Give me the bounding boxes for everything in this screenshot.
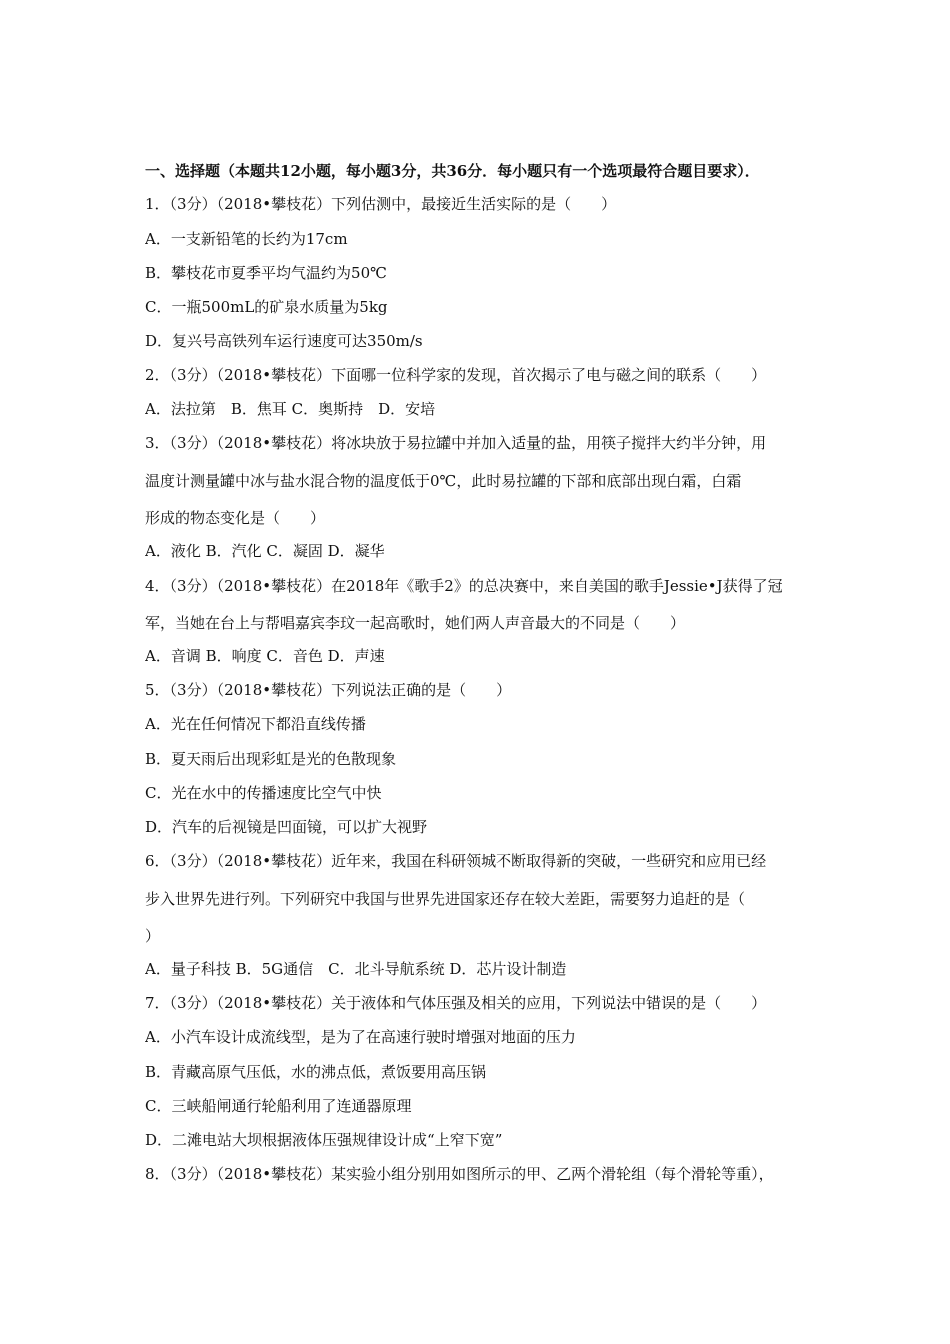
- question-3-stem-line-1: 3．（3分）（2018•攀枝花）将冰块放于易拉罐中并加入适量的盐，用筷子搅拌大约半分钟，用: [145, 434, 767, 452]
- section-heading: 一、选择题（本题共12小题，每小题3分，共36分．每小题只有一个选项最符合题目要求）．: [145, 162, 760, 180]
- question-4-options: A．音调 B．响度 C．音色 D．声速: [145, 647, 385, 665]
- question-6-options: A．量子科技 B．5G通信 C．北斗导航系统 D．芯片设计制造: [145, 960, 567, 978]
- question-4-stem-line-2: 军，当她在台上与帮唱嘉宾李玟一起高歌时，她们两人声音最大的不同是（ ）: [145, 614, 686, 632]
- question-7-option-c: C．三峡船闸通行轮船利用了连通器原理: [145, 1097, 412, 1115]
- question-1-option-a: A．一支新铅笔的长约为17cm: [145, 230, 348, 248]
- question-5-option-b: B．夏天雨后出现彩虹是光的色散现象: [145, 750, 397, 768]
- question-7-option-d: D．二滩电站大坝根据液体压强规律设计成“上窄下宽”: [145, 1131, 503, 1149]
- question-6-stem-line-3: ）: [145, 927, 161, 945]
- question-6-stem-line-2: 步入世界先进行列。下列研究中我国与世界先进国家还存在较大差距，需要努力追赶的是（: [145, 890, 746, 908]
- question-5-option-a: A．光在任何情况下都沿直线传播: [145, 715, 366, 733]
- question-1-option-c: C．一瓶500mL的矿泉水质量为5kg: [145, 298, 388, 316]
- question-3-options: A．液化 B．汽化 C．凝固 D．凝华: [145, 542, 385, 560]
- question-7-stem: 7．（3分）（2018•攀枝花）关于液体和气体压强及相关的应用，下列说法中错误的是（ ）: [145, 994, 767, 1012]
- question-5-stem: 5．（3分）（2018•攀枝花）下列说法正确的是（ ）: [145, 681, 512, 699]
- question-2-stem: 2．（3分）（2018•攀枝花）下面哪一位科学家的发现，首次揭示了电与磁之间的联系（ ）: [145, 366, 767, 384]
- question-4-stem-line-1: 4．（3分）（2018•攀枝花）在2018年《歌手2》的总决赛中，来自美国的歌手Jessie•J获得了冠: [145, 577, 783, 595]
- question-7-option-a: A．小汽车设计成流线型，是为了在高速行驶时增强对地面的压力: [145, 1028, 576, 1046]
- question-1-stem: 1．（3分）（2018•攀枝花）下列估测中，最接近生活实际的是（ ）: [145, 195, 617, 213]
- question-7-option-b: B．青藏高原气压低，水的沸点低，煮饭要用高压锅: [145, 1063, 487, 1081]
- question-5-option-d: D．汽车的后视镜是凹面镜，可以扩大视野: [145, 818, 428, 836]
- question-3-stem-line-2: 温度计测量罐中冰与盐水混合物的温度低于0℃，此时易拉罐的下部和底部出现白霜，白霜: [145, 472, 742, 490]
- question-2-options: A．法拉第 B．焦耳 C．奥斯持 D．安培: [145, 400, 436, 418]
- question-5-option-c: C．光在水中的传播速度比空气中快: [145, 784, 382, 802]
- question-6-stem-line-1: 6．（3分）（2018•攀枝花）近年来，我国在科研领城不断取得新的突破，一些研究和应用已经: [145, 852, 767, 870]
- question-3-stem-line-3: 形成的物态变化是（ ）: [145, 509, 326, 527]
- question-8-stem: 8．（3分）（2018•攀枝花）某实验小组分别用如图所示的甲、乙两个滑轮组（每个滑轮等重），: [145, 1165, 774, 1183]
- question-1-option-d: D．复兴号高铁列车运行速度可达350m/s: [145, 332, 423, 350]
- question-1-option-b: B．攀枝花市夏季平均气温约为50℃: [145, 264, 387, 282]
